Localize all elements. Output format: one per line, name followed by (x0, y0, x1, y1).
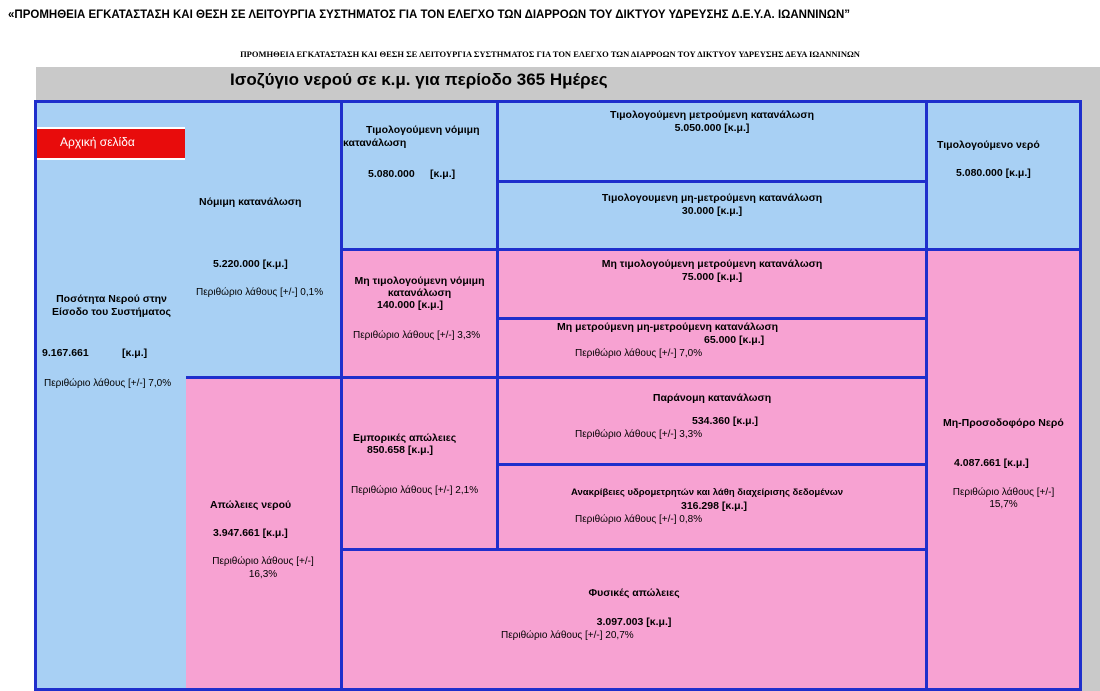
commercial-losses-error: Περιθώριο λάθους [+/-] 2,1% (351, 485, 479, 496)
unbilled-authorized-label-2: κατανάλωση (387, 287, 452, 299)
non-revenue-water-error-1: Περιθώριο λάθους [+/-] (952, 487, 1055, 498)
meter-errors-value: 316.298 [κ.μ.] (681, 500, 747, 512)
water-losses-value: 3.947.661 [κ.μ.] (213, 527, 288, 539)
commercial-losses-label: Εμπορικές απώλειες (353, 432, 457, 444)
document-title: «ΠΡΟΜΗΘΕΙΑ ΕΓΚΑΤΑΣΤΑΣΗ ΚΑΙ ΘΕΣΗ ΣΕ ΛΕΙΤΟΥΡΓΙΑ ΣΥΣΤΗΜΑΤΟΣ ΓΙΑ ΤΟΝ ΕΛΕΓΧΟ ΤΩΝ ΔΙΑΡΡΟΩΝ ΤΟΥ ΔΙΚΤΥΟΥ ΥΔΡΕΥΣΗΣ Δ.Ε.Υ.Α. ΙΩΑΝΝΙΝΩΝ” (8, 9, 851, 21)
legal-consumption-value: 5.220.000 [κ.μ.] (213, 258, 288, 270)
system-input-value: 9.167.661 (42, 347, 89, 359)
billed-authorized-value: 5.080.000 (368, 168, 415, 180)
illegal-consumption-value: 534.360 [κ.μ.] (692, 415, 758, 427)
system-input-unit: [κ.μ.] (122, 347, 148, 359)
unbilled-unmetered-error: Περιθώριο λάθους [+/-] 7,0% (575, 348, 703, 359)
unbilled-metered-label: Μη τιμολογούμενη μετρούμενη κατανάλωση (601, 258, 823, 270)
billed-authorized-unit: [κ.μ.] (430, 168, 456, 180)
physical-losses-label: Φυσικές απώλειες (588, 587, 680, 599)
billed-authorized-label-2: κατανάλωση (343, 137, 407, 149)
unbilled-authorized-cell (340, 248, 499, 379)
system-input-label-2: Είσοδο του Συστήματος (52, 306, 171, 318)
billed-unmetered-cell (496, 180, 928, 251)
non-revenue-water-label: Μη-Προσοδοφόρο Νερό (943, 417, 1064, 429)
billed-authorized-cell (340, 100, 499, 251)
home-button[interactable]: Αρχική σελίδα (37, 127, 185, 160)
non-revenue-water-error-2: 15,7% (989, 499, 1018, 510)
water-losses-cell (186, 376, 343, 691)
non-revenue-water-value: 4.087.661 [κ.μ.] (954, 457, 1029, 469)
right-margin-strip (1080, 100, 1100, 691)
physical-losses-cell (340, 548, 928, 691)
unbilled-metered-cell (496, 248, 928, 320)
legal-consumption-label: Νόμιμη κατανάλωση (199, 196, 302, 208)
balance-title: Ισοζύγιο νερού σε κ.μ. για περίοδο 365 Ημέρες (230, 70, 608, 89)
physical-losses-value: 3.097.003 [κ.μ.] (596, 616, 672, 628)
meter-errors-cell (496, 463, 928, 551)
water-losses-error-1: Περιθώριο λάθους [+/-] (212, 556, 314, 567)
meter-errors-label: Ανακρίβειες υδρομετρητών και λάθη διαχείρισης δεδομένων (571, 487, 844, 498)
revenue-water-label: Τιμολογούμενο νερό (937, 139, 1040, 151)
water-losses-label: Απώλειες νερού (210, 499, 292, 511)
billed-metered-cell (496, 100, 928, 183)
unbilled-metered-value: 75.000 [κ.μ.] (681, 271, 743, 283)
unbilled-unmetered-label: Μη μετρούμενη μη-μετρούμενη κατανάλωση (557, 321, 779, 333)
legal-consumption-error: Περιθώριο λάθους [+/-] 0,1% (196, 287, 324, 298)
unbilled-unmetered-cell (496, 317, 928, 379)
illegal-consumption-label: Παράνομη κατανάλωση (652, 392, 772, 404)
unbilled-authorized-value: 140.000 [κ.μ.] (377, 299, 443, 311)
commercial-losses-cell (340, 376, 499, 551)
system-input-error: Περιθώριο λάθους [+/-] 7,0% (44, 378, 172, 389)
revenue-water-cell (925, 100, 1082, 251)
document-subtitle: ΠΡΟΜΗΘΕΙΑ ΕΓΚΑΤΑΣΤΑΣΗ ΚΑΙ ΘΕΣΗ ΣΕ ΛΕΙΤΟΥΡΓΙΑ ΣΥΣΤΗΜΑΤΟΣ ΓΙΑ ΤΟΝ ΕΛΕΓΧΟ ΤΩΝ ΔΙΑΡΡΟΩΝ ΤΟΥ ΔΙΚΤΥΟΥ ΥΔΡΕΥΣΗΣ ΔΕΥΑ ΙΩΑΝΝΙΝΩΝ (240, 49, 860, 59)
physical-losses-error: Περιθώριο λάθους [+/-] 20,7% (501, 630, 634, 641)
revenue-water-value: 5.080.000 [κ.μ.] (956, 167, 1031, 179)
meter-errors-error: Περιθώριο λάθους [+/-] 0,8% (575, 514, 703, 525)
billed-metered-value: 5.050.000 [κ.μ.] (674, 122, 750, 134)
legal-consumption-cell (186, 100, 343, 379)
illegal-consumption-cell (496, 376, 928, 466)
unbilled-authorized-label-1: Μη τιμολογούμενη νόμιμη (354, 275, 485, 287)
unbilled-authorized-error: Περιθώριο λάθους [+/-] 3,3% (353, 330, 481, 341)
water-losses-error-2: 16,3% (248, 569, 278, 580)
illegal-consumption-error: Περιθώριο λάθους [+/-] 3,3% (575, 429, 703, 440)
unbilled-unmetered-value: 65.000 [κ.μ.] (704, 334, 765, 346)
non-revenue-water-cell (925, 248, 1082, 691)
commercial-losses-value: 850.658 [κ.μ.] (367, 444, 433, 456)
billed-unmetered-label: Τιμολογουμενη μη-μετρούμενη κατανάλωση (601, 192, 823, 204)
system-input-cell (34, 100, 189, 691)
billed-metered-label: Τιμολογούμενη μετρούμενη κατανάλωση (609, 109, 815, 121)
billed-authorized-label-1: Τιμολογούμενη νόμιμη (366, 124, 480, 136)
system-input-label-1: Ποσότητα Νερού στην (56, 293, 167, 305)
billed-unmetered-value: 30.000 [κ.μ.] (681, 205, 743, 217)
